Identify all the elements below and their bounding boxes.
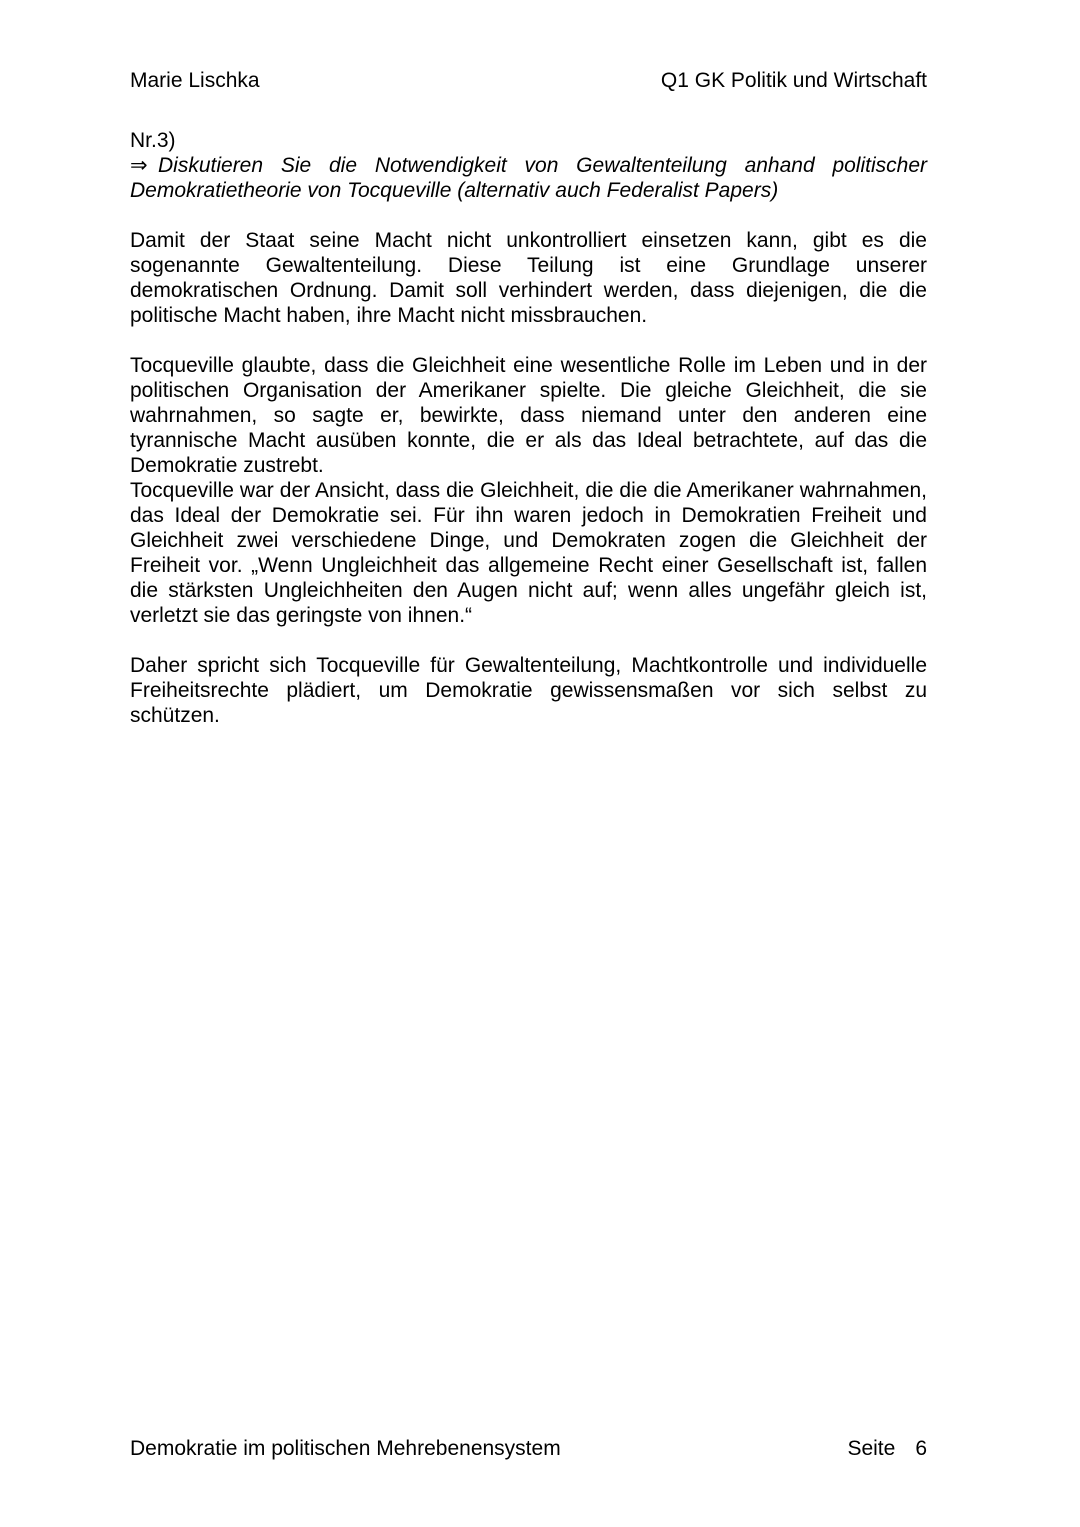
document-body [130, 128, 927, 728]
task-prompt [130, 153, 927, 203]
page-number: 6 [915, 1437, 927, 1460]
page-indicator [847, 1436, 927, 1462]
task-number: Nr.3) [130, 129, 176, 152]
course-title: Q1 GK Politik und Wirtschaft [660, 69, 927, 92]
paragraph-intro: Damit der Staat seine Macht nicht unkontrolliert einsetzen kann, gibt es die sogenannte Gewaltenteilung. Diese Teilung ist eine Grundlage unserer demokratischen Ordnung. Damit soll verhindert werden, dass diejenigen, die die politische Macht haben, ihre Macht nicht missbrauchen. [130, 229, 927, 327]
paragraph-equality: Tocqueville glaubte, dass die Gleichheit eine wesentliche Rolle im Leben und in der politischen Organisation der Amerikaner spielte. Die gleiche Gleichheit, die sie wahrnahmen, so sagte er, bewirkte, dass niemand unter den anderen eine tyrannische Macht ausüben konnte, die er als das Ideal betrachtete, auf das die Demokratie zustrebt. [130, 354, 927, 477]
page-label: Seite [847, 1437, 896, 1460]
footer-title: Demokratie im politischen Mehrebenensystem [130, 1437, 561, 1460]
page-footer [130, 1436, 927, 1462]
document-page [130, 0, 927, 1527]
page-header [130, 68, 927, 94]
task-text: Diskutieren Sie die Notwendigkeit von Gewaltenteilung anhand politischer Demokratietheorie von Tocqueville (alternativ auch Federalist Papers) [130, 154, 927, 202]
implies-arrow-icon: ⇒ [130, 154, 148, 177]
paragraph-conclusion: Daher spricht sich Tocqueville für Gewaltenteilung, Machtkontrolle und individuelle Freiheitsrechte plädiert, um Demokratie gewissensmaßen vor sich selbst zu schützen. [130, 654, 927, 727]
paragraph-freedom: Tocqueville war der Ansicht, dass die Gleichheit, die die die Amerikaner wahrnahmen, das Ideal der Demokratie sei. Für ihn waren jedoch in Demokratien Freiheit und Gleichheit zwei verschiedene Dinge, und Demokraten zogen die Gleichheit der Freiheit vor. „Wenn Ungleichheit das allgemeine Recht einer Gesellschaft ist, fallen die stärksten Ungleichheiten den Augen nicht auf; wenn alles ungefähr gleich ist, verletzt sie das geringste von ihnen.“ [130, 479, 927, 627]
author-name: Marie Lischka [130, 69, 260, 92]
